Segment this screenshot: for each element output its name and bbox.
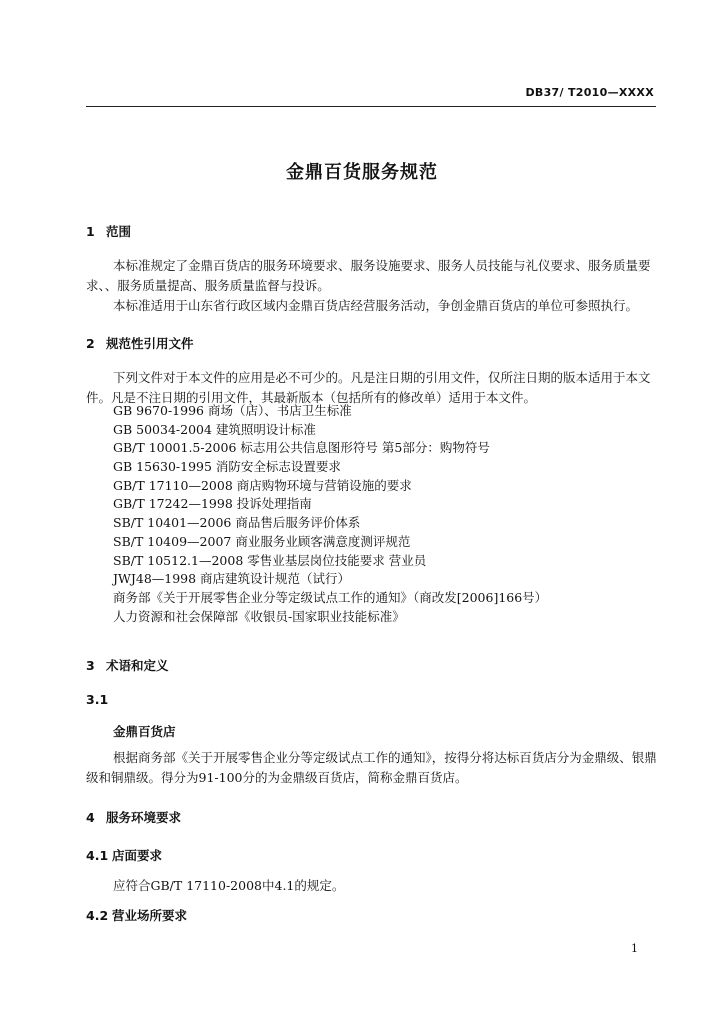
term-name: 金鼎百货店 xyxy=(113,724,176,739)
section-title: 术语和定义 xyxy=(106,658,169,673)
section-4-heading xyxy=(86,808,181,826)
reference-item: SB/T 10401—2006 商品售后服务评价体系 xyxy=(113,515,361,531)
subsection-number: 4.2 xyxy=(86,908,109,923)
reference-item: 人力资源和社会保障部《收银员-国家职业技能标准》 xyxy=(113,608,405,624)
reference-item: SB/T 10512.1—2008 零售业基层岗位技能要求 营业员 xyxy=(113,552,427,568)
section-title: 规范性引用文件 xyxy=(106,336,194,351)
subsection-4-1-text: 应符合GB/T 17110-2008中4.1的规定。 xyxy=(113,878,345,893)
page-number: 1 xyxy=(631,942,638,955)
section-2-heading xyxy=(86,334,194,352)
section-title: 范围 xyxy=(106,224,132,239)
reference-item: GB 50034-2004 建筑照明设计标准 xyxy=(113,421,316,437)
paragraph: 本标准适用于山东省行政区域内金鼎百货店经营服务活动，争创金鼎百货店的单位可参照执行。 xyxy=(113,298,639,313)
reference-item: JWJ48—1998 商店建筑设计规范（试行） xyxy=(113,571,351,587)
standard-code: DB37/ T2010—XXXX xyxy=(525,86,654,99)
subsection-4-2-heading xyxy=(86,906,187,924)
reference-item: GB 9670-1996 商场（店）、书店卫生标准 xyxy=(113,403,352,418)
reference-item: GB 15630-1995 消防安全标志设置要求 xyxy=(113,459,341,475)
reference-item: 商务部《关于开展零售企业分等定级试点工作的通知》（商改发[2006]166号） xyxy=(113,589,548,605)
section-3-heading xyxy=(86,656,169,674)
section-title: 服务环境要求 xyxy=(106,810,182,825)
term-definition xyxy=(86,748,658,788)
subsection-title: 店面要求 xyxy=(112,848,163,863)
section-number: 1 xyxy=(86,224,95,239)
section-number: 2 xyxy=(86,336,95,351)
section-1-body xyxy=(86,256,658,316)
section-1-heading xyxy=(86,222,131,240)
reference-item: GB/T 17110—2008 商店购物环境与营销设施的要求 xyxy=(113,477,412,493)
subsection-number: 4.1 xyxy=(86,848,109,863)
subsection-3-1-number: 3.1 xyxy=(86,692,109,707)
reference-item: GB/T 10001.5-2006 标志用公共信息图形符号 第5部分：购物符号 xyxy=(113,440,490,456)
subsection-4-1-heading xyxy=(86,846,162,864)
document-title: 金鼎百货服务规范 xyxy=(286,162,438,183)
header-rule xyxy=(86,106,656,107)
reference-item: GB/T 17242—1998 投诉处理指南 xyxy=(113,496,312,512)
section-number: 4 xyxy=(86,810,95,825)
paragraph: 根据商务部《关于开展零售企业分等定级试点工作的通知》，按得分将达标百货店分为金鼎级、银鼎级和铜鼎级。得分为91-100分的为金鼎级百货店，简称金鼎百货店。 xyxy=(86,750,657,785)
section-number: 3 xyxy=(86,658,95,673)
subsection-title: 营业场所要求 xyxy=(112,908,188,923)
paragraph: 下列文件对于本文件的应用是必不可少的。凡是注日期的引用文件，仅所注日期的版本适用于本文件。凡是不注日期的引用文件，其最新版本（包括所有的修改单）适用于本文件。 xyxy=(86,370,651,405)
normative-reference-list xyxy=(113,402,547,626)
reference-item: SB/T 10409—2007 商业服务业顾客满意度测评规范 xyxy=(113,533,411,549)
paragraph: 本标准规定了金鼎百货店的服务环境要求、服务设施要求、服务人员技能与礼仪要求、服务质量要求、、服务质量提高、服务质量监督与投诉。 xyxy=(86,258,651,293)
